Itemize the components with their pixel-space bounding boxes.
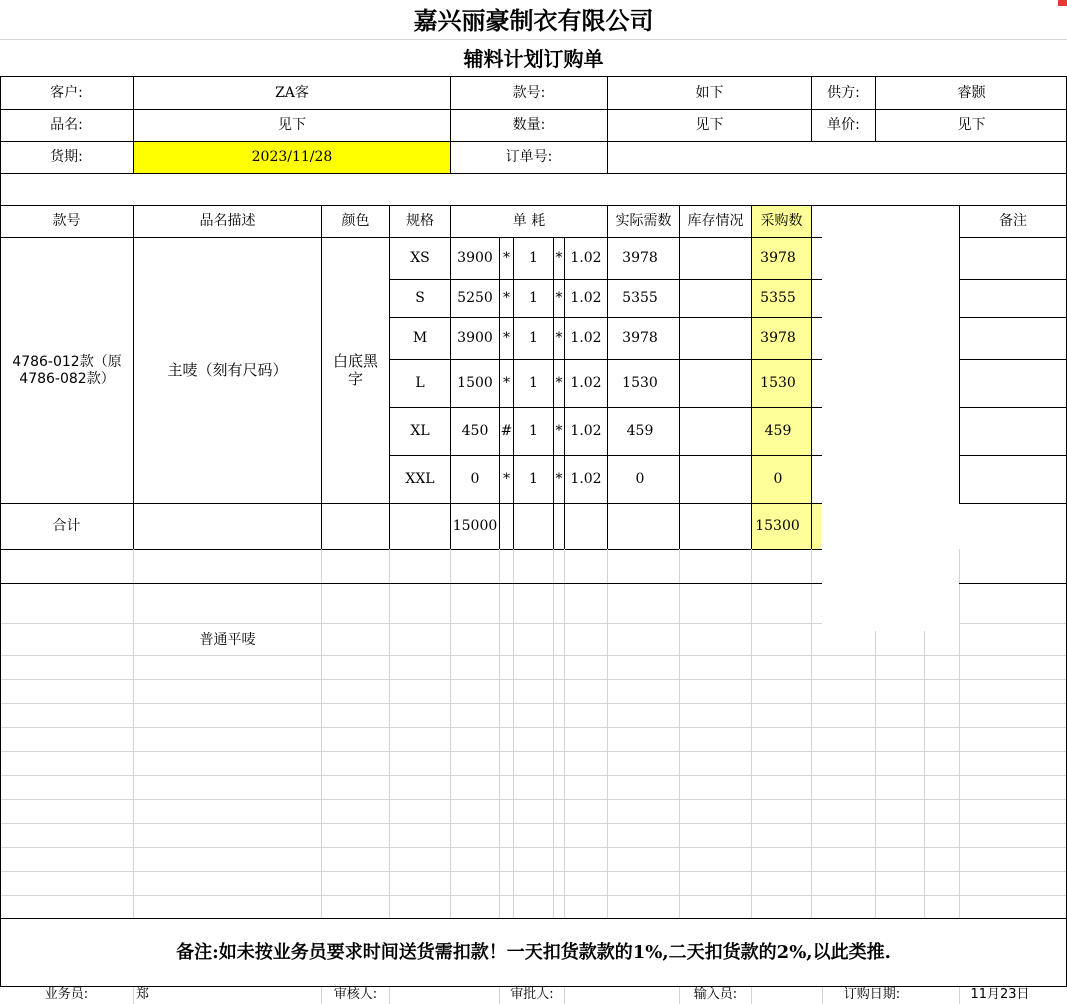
customer-label: 客户: xyxy=(50,84,83,101)
style-label: 款号: xyxy=(512,84,546,101)
col-actual-need: 实际需数 xyxy=(615,213,672,230)
row-purchase[interactable]: 459 xyxy=(764,423,792,440)
row-qty[interactable]: 450 xyxy=(461,423,489,440)
col-size: 规格 xyxy=(406,213,434,230)
row-op2[interactable]: * xyxy=(555,375,563,392)
row-purchase[interactable]: 1530 xyxy=(760,375,796,392)
row-size[interactable]: XXL xyxy=(405,471,435,488)
col-purchase-qty: 采购数 xyxy=(760,213,803,230)
row-factor[interactable]: 1.02 xyxy=(570,330,602,347)
row-size[interactable]: L xyxy=(415,375,425,392)
row-qty[interactable]: 3900 xyxy=(457,330,493,347)
row-purchase[interactable]: 3978 xyxy=(760,250,796,267)
remark-note: 备注:如未按业务员要求时间送货需扣款！一天扣货款款的1%,二天扣货款的2%,以此类推. xyxy=(176,941,891,963)
col-color: 颜色 xyxy=(341,213,370,230)
unit-price-value[interactable]: 见下 xyxy=(957,117,986,134)
product-label: 品名: xyxy=(50,117,83,134)
row-actual[interactable]: 0 xyxy=(635,471,645,488)
quantity-label: 数量: xyxy=(512,117,546,134)
item-description[interactable]: 主唛（刻有尺码） xyxy=(167,360,288,379)
item-color[interactable]: 白底黑字 xyxy=(332,352,378,388)
total-purchase: 15300 xyxy=(755,518,800,535)
total-qty: 15000 xyxy=(452,518,498,535)
row-op1[interactable]: * xyxy=(503,330,510,347)
total-label: 合计 xyxy=(52,518,81,535)
note-plain-label: 普通平唛 xyxy=(199,631,256,648)
redacted-area xyxy=(822,206,959,631)
row-purchase[interactable]: 5355 xyxy=(760,290,796,307)
reviewer-label: 审核人: xyxy=(333,987,378,1003)
row-actual[interactable]: 5355 xyxy=(622,290,658,307)
row-qty[interactable]: 5250 xyxy=(457,290,493,307)
approver-label: 审批人: xyxy=(510,987,554,1003)
row-unit[interactable]: 1 xyxy=(529,471,538,488)
row-op1[interactable]: # xyxy=(500,423,513,440)
quantity-value[interactable]: 见下 xyxy=(695,117,724,134)
row-purchase[interactable]: 0 xyxy=(773,471,783,488)
row-qty[interactable]: 0 xyxy=(470,471,480,488)
salesman-value[interactable]: 郑 xyxy=(136,987,150,1003)
item-style-no[interactable]: 4786-012款（原4786-082款） xyxy=(12,354,122,387)
row-actual[interactable]: 3978 xyxy=(622,330,658,347)
delivery-value[interactable]: 2023/11/28 xyxy=(251,149,333,166)
order-no-value[interactable] xyxy=(608,142,1067,173)
row-op1[interactable]: * xyxy=(503,471,510,488)
entry-label: 输入员: xyxy=(693,987,738,1003)
row-actual[interactable]: 459 xyxy=(626,423,654,440)
row-op2[interactable]: * xyxy=(555,250,563,267)
order-date-value[interactable]: 11月23日 xyxy=(970,987,1030,1003)
row-factor[interactable]: 1.02 xyxy=(570,290,602,307)
supplier-label: 供方: xyxy=(827,84,860,101)
order-date-label: 订购日期: xyxy=(843,987,901,1003)
customer-value[interactable]: ZA客 xyxy=(275,84,309,101)
row-unit[interactable]: 1 xyxy=(529,330,538,347)
col-description: 品名描述 xyxy=(199,213,256,230)
col-remarks: 备注 xyxy=(999,213,1027,230)
row-factor[interactable]: 1.02 xyxy=(570,423,602,440)
col-style-no: 款号 xyxy=(52,213,81,230)
style-value[interactable]: 如下 xyxy=(695,84,724,101)
product-value[interactable]: 见下 xyxy=(278,117,306,134)
row-op1[interactable]: * xyxy=(503,290,510,307)
row-size[interactable]: XL xyxy=(410,423,430,440)
row-factor[interactable]: 1.02 xyxy=(570,250,602,267)
col-consumption: 单 耗 xyxy=(512,213,546,230)
row-unit[interactable]: 1 xyxy=(529,423,538,440)
row-op2[interactable]: * xyxy=(555,423,563,440)
row-factor[interactable]: 1.02 xyxy=(570,471,602,488)
row-qty[interactable]: 3900 xyxy=(457,250,493,267)
row-size[interactable]: XS xyxy=(410,250,430,267)
row-op2[interactable]: * xyxy=(555,290,563,307)
row-unit[interactable]: 1 xyxy=(529,290,538,307)
row-op2[interactable]: * xyxy=(555,330,563,347)
row-size[interactable]: M xyxy=(412,330,428,347)
unit-price-label: 单价: xyxy=(827,117,860,134)
row-op1[interactable]: * xyxy=(503,375,510,392)
form-title: 辅料计划订购单 xyxy=(463,47,604,71)
row-actual[interactable]: 3978 xyxy=(622,250,658,267)
row-qty[interactable]: 1500 xyxy=(457,375,493,392)
col-stock: 库存情况 xyxy=(687,213,744,230)
row-size[interactable]: S xyxy=(415,290,425,307)
corner-marker xyxy=(1058,0,1067,6)
company-title: 嘉兴丽豪制衣有限公司 xyxy=(413,6,654,36)
delivery-label: 货期: xyxy=(50,149,83,166)
row-op2[interactable]: * xyxy=(555,471,563,488)
row-op1[interactable]: * xyxy=(503,250,510,267)
row-factor[interactable]: 1.02 xyxy=(570,375,602,392)
row-unit[interactable]: 1 xyxy=(529,250,538,267)
row-unit[interactable]: 1 xyxy=(529,375,538,392)
salesman-label: 业务员: xyxy=(44,987,89,1003)
supplier-value[interactable]: 睿颢 xyxy=(957,84,986,101)
row-purchase[interactable]: 3978 xyxy=(760,330,796,347)
row-actual[interactable]: 1530 xyxy=(622,375,658,392)
order-no-label: 订单号: xyxy=(505,149,553,166)
